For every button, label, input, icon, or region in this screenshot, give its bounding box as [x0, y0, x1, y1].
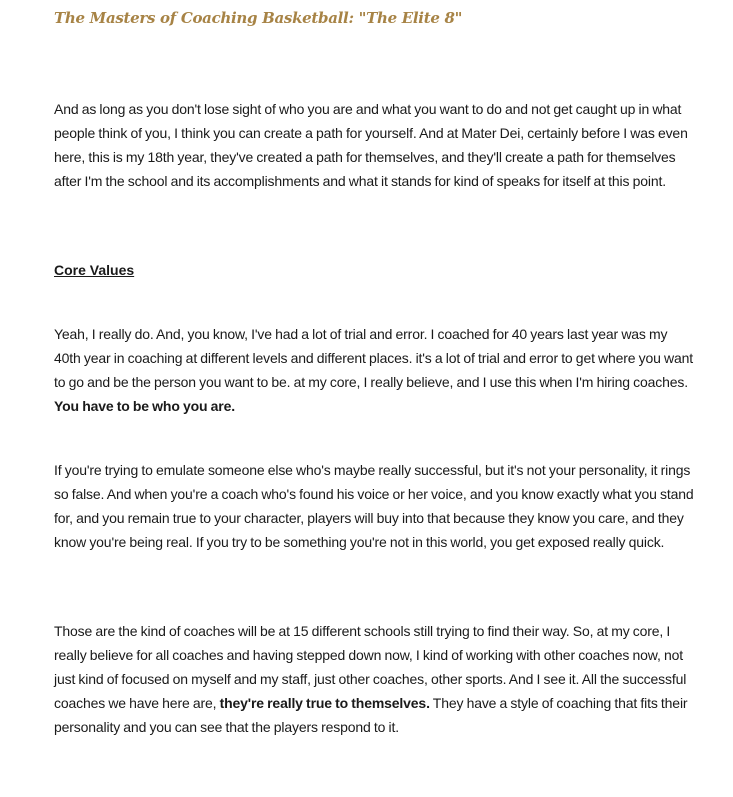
- paragraph-4-emphasis: they're really true to themselves.: [219, 695, 430, 711]
- paragraph-2: [54, 322, 694, 418]
- paragraph-4-text-b: They have a style of coaching that fits their personality and you can see that the players respond to it.: [54, 695, 688, 735]
- paragraph-2-text: Yeah, I really do. And, you know, I've had a lot of trial and error. I coached for 40 years last year was my 40th year in coaching at different levels and different places. it's a lot of trial and error to get where you want to go and be the person you want to be. at my core, I really believe, and I use this when I'm hiring coaches.: [54, 326, 694, 390]
- paragraph-3: If you're trying to emulate someone else who's maybe really successful, but it's not your personality, it rings so false. And when you're a coach who's found his voice or her voice, and you know exactly what you stand for, and you remain true to your character, players will buy into that because they know you care, and they know you're being real. If you try to be something you're not in this world, you get exposed really quick.: [54, 462, 694, 550]
- document-header-title: The Masters of Coaching Basketball: "The Elite 8": [54, 9, 463, 27]
- paragraph-1: And as long as you don't lose sight of who you are and what you want to do and not get caught up in what people think of you, I think you can create a path for yourself. And at Mater Dei, certainly before I was even here, this is my 18th year, they've created a path for themselves, and they'll create a path for themselves after I'm the school and its accomplishments and what it stands for kind of speaks for itself at this point.: [54, 101, 688, 189]
- paragraph-4-text-a: Those are the kind of coaches will be at 15 different schools still trying to find their way. So, at my core, I really believe for all coaches and having stepped down now, I kind of working with other coaches now, not just kind of focused on myself and my staff, just other coaches, other sports. And I see it. All the successful coaches we have here are,: [54, 623, 687, 711]
- paragraph-4: [54, 619, 694, 739]
- section-heading-core-values: Core Values: [54, 262, 135, 278]
- paragraph-2-emphasis: You have to be who you are.: [54, 398, 235, 414]
